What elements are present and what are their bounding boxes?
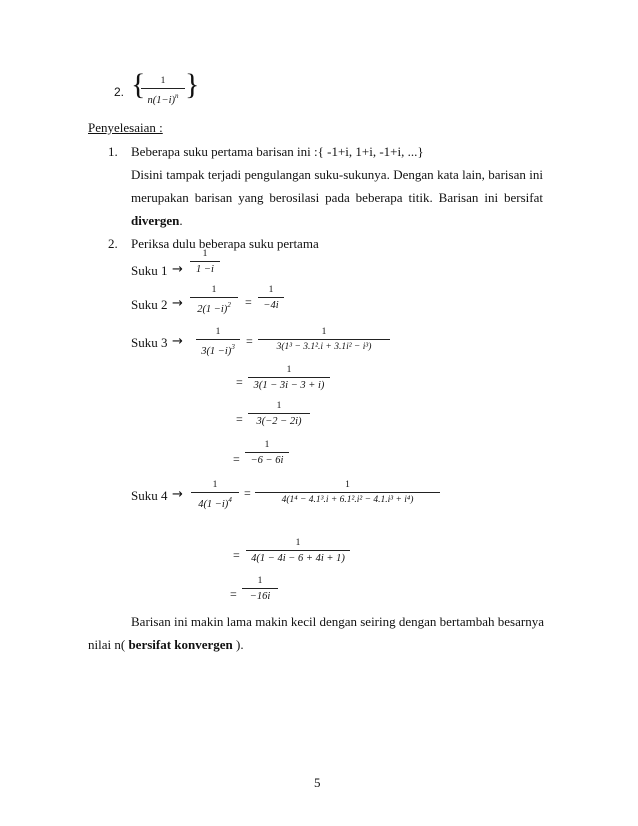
suku3-den1: 3(1 −i)	[201, 346, 232, 357]
equals-sign: =	[236, 412, 243, 426]
problem-number: 2.	[114, 85, 125, 99]
item1-line4-end: .	[179, 213, 183, 228]
suku2-den1-exp: 2	[227, 301, 231, 309]
suku2-fraction-2	[258, 285, 284, 312]
arrow-icon: →	[172, 487, 183, 502]
arrow-icon: →	[172, 296, 183, 311]
suku3-num1: 1	[215, 327, 221, 337]
arrow-icon: →	[172, 262, 183, 277]
problem-frac-exp: n	[175, 92, 179, 100]
equals-sign: =	[246, 334, 253, 348]
suku3-label: Suku 3	[131, 335, 168, 350]
conclusion-start: nilai n(	[88, 637, 126, 652]
arrow-icon: →	[172, 334, 183, 349]
suku3-fraction-1	[196, 327, 240, 358]
suku3-fraction-5	[245, 440, 289, 467]
suku3-fraction-4	[248, 401, 310, 428]
conclusion-line2	[88, 637, 244, 653]
suku2-label: Suku 2	[131, 297, 168, 312]
suku3-num5: 1	[264, 440, 270, 450]
suku4-fraction-3	[246, 538, 350, 565]
item1-line3: merupakan barisan yang berosilasi pada beberapa titik. Barisan ini bersifat	[131, 190, 543, 205]
equals-sign: =	[244, 486, 251, 500]
equals-sign: =	[230, 587, 237, 601]
item1-line1: Beberapa suku pertama barisan ini :{ -1+i, 1+i, -1+i, ...}	[131, 144, 424, 159]
suku3-den3: 3(1 − 3i − 3 + i)	[253, 380, 325, 391]
suku4-den3: 4(1 − 4i − 6 + 4i + 1)	[251, 553, 345, 564]
suku3-den1-exp: 3	[231, 343, 235, 351]
suku1-label: Suku 1	[131, 263, 168, 278]
suku4-label: Suku 4	[131, 488, 168, 503]
suku3-num2: 1	[321, 327, 327, 337]
suku4-den4: −16i	[249, 591, 271, 602]
item2-number: 2.	[108, 236, 118, 251]
suku4-fraction-4	[242, 576, 278, 603]
divergen-label: divergen	[131, 213, 180, 228]
konvergen-label: bersifat konvergen	[125, 637, 233, 652]
suku3-den2: 3(1³ − 3.1².i + 3.1i² − i³)	[276, 342, 372, 352]
suku4-fraction-2	[255, 480, 440, 507]
item1-line2: Disini tampak terjadi pengulangan suku-sukunya. Dengan kata lain, barisan ini	[131, 167, 543, 182]
suku2-den1: 2(1 −i)	[197, 304, 228, 315]
suku3-fraction-2	[258, 327, 390, 354]
suku4-num1: 1	[212, 480, 218, 490]
suku1-num: 1	[202, 249, 208, 259]
suku4-den1: 4(1 −i)	[198, 499, 229, 510]
problem-fraction	[141, 76, 185, 107]
suku4-num2: 1	[345, 480, 350, 490]
conclusion-end: ).	[232, 637, 244, 652]
suku2-num2: 1	[268, 285, 274, 295]
problem-frac-den: n(1−i)	[147, 95, 175, 106]
solution-heading: Penyelesaian :	[88, 120, 163, 135]
item1-number: 1.	[108, 144, 118, 159]
suku4-den2: 4(1⁴ − 4.1³.i + 6.1².i² − 4.1.i³ + i⁴)	[281, 495, 414, 505]
suku1-fraction	[190, 249, 220, 276]
right-brace: }	[185, 68, 200, 101]
suku3-num3: 1	[286, 365, 292, 375]
suku2-num1: 1	[211, 285, 217, 295]
problem-frac-num: 1	[160, 76, 166, 86]
item2-intro: Periksa dulu beberapa suku pertama	[131, 236, 319, 251]
conclusion-line1: Barisan ini makin lama makin kecil dengan seiring dengan bertambah besarnya	[131, 614, 544, 629]
suku3-fraction-3	[248, 365, 330, 392]
equals-sign: =	[245, 295, 252, 309]
suku4-den1-exp: 4	[228, 496, 232, 504]
left-brace: {	[131, 68, 146, 101]
suku3-num4: 1	[276, 401, 282, 411]
equals-sign: =	[236, 375, 243, 389]
suku1-den: 1 −i	[196, 264, 214, 275]
suku4-num3: 1	[295, 538, 301, 548]
suku2-den2: −4i	[263, 300, 279, 311]
suku4-num4: 1	[257, 576, 263, 586]
page-number: 5	[314, 775, 321, 790]
item1-line4	[131, 213, 183, 229]
equals-sign: =	[233, 548, 240, 562]
suku3-den5: −6 − 6i	[250, 455, 284, 466]
suku3-den4: 3(−2 − 2i)	[256, 416, 302, 427]
equals-sign: =	[233, 452, 240, 466]
suku2-fraction-1	[190, 285, 238, 316]
suku4-fraction-1	[191, 480, 239, 511]
